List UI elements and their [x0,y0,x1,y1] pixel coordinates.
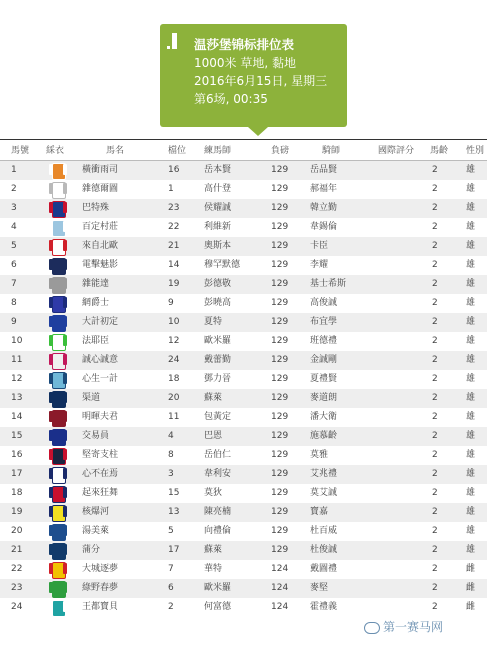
header-weight: 負磅 [271,146,290,156]
sex: 雄 [466,203,476,213]
age: 2 [432,165,438,175]
jockey: 韋錫倫 [310,222,338,232]
table-row [0,389,487,408]
table-row [0,541,487,560]
horse-number: 9 [11,317,17,327]
jockey: 潘大衛 [310,412,338,422]
sex: 雄 [466,469,476,479]
jockey: 李耀 [310,260,329,270]
age: 2 [432,583,438,593]
horse-name: 堅寄支柱 [82,450,119,460]
jockey-silks-icon [49,410,67,425]
horse-number: 8 [11,298,17,308]
table-row [0,484,487,503]
trainer: 彭曉高 [204,298,232,308]
weight: 129 [271,203,289,213]
horse-number: 5 [11,241,17,251]
jockey: 班德禮 [310,336,338,346]
trainer: 包黃定 [204,412,232,422]
draw: 9 [168,298,174,308]
horse-number: 21 [11,545,23,555]
trainer: 陳亮楠 [204,507,232,517]
dot-icon [167,46,170,49]
jockey: 基士希斯 [310,279,347,289]
weight: 129 [271,374,289,384]
header-sex: 性別 [466,146,485,156]
horse-number: 4 [11,222,17,232]
sex: 雄 [466,241,476,251]
horse-name: 巴特殊 [82,203,110,213]
table-header [0,142,487,161]
horse-number: 24 [11,602,23,612]
trainer: 岳伯仁 [204,450,232,460]
weight: 129 [271,298,289,308]
horse-name: 核爆河 [82,507,110,517]
horse-number: 15 [11,431,23,441]
jockey: 莫艾誠 [310,488,338,498]
weight: 129 [271,336,289,346]
jockey: 布宜學 [310,317,338,327]
trainer: 侯耀誠 [204,203,232,213]
trainer: 利維新 [204,222,232,232]
sex: 雄 [466,393,476,403]
jockey: 卡臣 [310,241,329,251]
draw: 23 [168,203,180,213]
trainer: 巴恩 [204,431,223,441]
draw: 10 [168,317,180,327]
flag-icon [172,33,177,49]
jockey: 戴圖禮 [310,564,338,574]
age: 2 [432,526,438,536]
age: 2 [432,184,438,194]
horse-number: 12 [11,374,23,384]
age: 2 [432,545,438,555]
age: 2 [432,374,438,384]
race-distance: 1000米 草地, 黏地 [194,56,296,70]
draw: 21 [168,241,180,251]
age: 2 [432,602,438,612]
horse-number: 2 [11,184,17,194]
weight: 129 [271,469,289,479]
horse-number: 16 [11,450,23,460]
age: 2 [432,241,438,251]
age: 2 [432,260,438,270]
draw: 19 [168,279,180,289]
jockey-silks-icon [49,296,67,311]
table-top-rule [0,139,487,140]
age: 2 [432,450,438,460]
sex: 雄 [466,374,476,384]
draw: 8 [168,450,174,460]
jockey: 金誠剛 [310,355,338,365]
weight: 129 [271,165,289,175]
jockey: 施慕齡 [310,431,338,441]
horse-name: 網爵士 [82,298,110,308]
sex: 雄 [466,222,476,232]
trainer: 向禮倫 [204,526,232,536]
sex: 雄 [466,165,476,175]
trainer: 奧斯本 [204,241,232,251]
jockey: 夏禮賢 [310,374,338,384]
age: 2 [432,355,438,365]
horse-number: 6 [11,260,17,270]
jockey-silks-icon [49,353,67,368]
sex: 雄 [466,298,476,308]
jockey: 莫雅 [310,450,329,460]
sex: 雌 [466,583,476,593]
table-row [0,351,487,370]
age: 2 [432,564,438,574]
trainer: 歐米羅 [204,583,232,593]
weight: 129 [271,355,289,365]
jockey-silks-icon [49,429,67,444]
jockey-silks-icon [49,543,67,558]
age: 2 [432,317,438,327]
header-draw: 檔位 [168,146,187,156]
jockey-silks-icon [49,600,67,615]
horse-name: 起來狂舞 [82,488,119,498]
age: 2 [432,222,438,232]
table-row [0,256,487,275]
horse-number: 11 [11,355,23,365]
jockey: 艾兆禮 [310,469,338,479]
draw: 17 [168,545,180,555]
jockey: 麥堅 [310,583,329,593]
draw: 3 [168,469,174,479]
jockey: 高俊誠 [310,298,338,308]
jockey-silks-icon [49,486,67,501]
horse-name: 雜能達 [82,279,110,289]
jockey-silks-icon [49,334,67,349]
draw: 7 [168,564,174,574]
jockey-silks-icon [49,562,67,577]
weight: 129 [271,507,289,517]
horse-name: 大城逐夢 [82,564,119,574]
weight: 129 [271,260,289,270]
header-horse-name: 馬名 [106,146,125,156]
horse-number: 13 [11,393,23,403]
trainer: 夏特 [204,317,223,327]
horse-number: 18 [11,488,23,498]
horse-name: 誠心誠意 [82,355,119,365]
sex: 雄 [466,526,476,536]
weight: 129 [271,393,289,403]
draw: 6 [168,583,174,593]
jockey-silks-icon [49,524,67,539]
weight: 129 [271,184,289,194]
horse-number: 7 [11,279,17,289]
draw: 22 [168,222,180,232]
weight: 124 [271,564,289,574]
jockey-silks-icon [49,201,67,216]
trainer: 歐米羅 [204,336,232,346]
horse-number: 20 [11,526,23,536]
jockey: 杜俊誠 [310,545,338,555]
weight: 129 [271,279,289,289]
jockey-silks-icon [49,581,67,596]
sex: 雄 [466,431,476,441]
horse-number: 10 [11,336,23,346]
draw: 15 [168,488,180,498]
watermark-text: 第一赛马网 [383,620,444,634]
draw: 20 [168,393,180,403]
watermark [364,618,443,635]
jockey-silks-icon [49,239,67,254]
table-row [0,294,487,313]
trainer: 高什登 [204,184,232,194]
header-horse-no: 馬號 [11,146,30,156]
horse-number: 3 [11,203,17,213]
trainer: 何富德 [204,602,232,612]
horse-number: 22 [11,564,23,574]
horse-name: 明暉夫君 [82,412,119,422]
table-row [0,446,487,465]
jockey-silks-icon [49,505,67,520]
header-silks: 綵衣 [46,146,65,156]
horse-number: 1 [11,165,17,175]
horse-name: 王都寶貝 [82,602,119,612]
trainer: 彭德敬 [204,279,232,289]
table-row [0,598,487,617]
sex: 雄 [466,507,476,517]
horse-number: 23 [11,583,23,593]
table-row [0,332,487,351]
table-row [0,408,487,427]
weight: 129 [271,241,289,251]
age: 2 [432,393,438,403]
draw: 16 [168,165,180,175]
age: 2 [432,298,438,308]
horse-number: 14 [11,412,23,422]
weight: 124 [271,602,289,612]
horse-name: 心不在焉 [82,469,119,479]
header-trainer: 練馬師 [204,146,232,156]
jockey: 郝福年 [310,184,338,194]
horse-name: 法耶臣 [82,336,110,346]
sex: 雄 [466,317,476,327]
weight: 129 [271,317,289,327]
jockey-silks-icon [49,391,67,406]
table-row [0,522,487,541]
header-jockey: 騎師 [322,146,341,156]
trainer: 莫狄 [204,488,223,498]
jockey-silks-icon [49,258,67,273]
weight: 129 [271,526,289,536]
weight: 129 [271,545,289,555]
draw: 24 [168,355,180,365]
jockey: 麥道朗 [310,393,338,403]
horse-name: 心生一計 [82,374,119,384]
weight: 129 [271,431,289,441]
table-row [0,427,487,446]
horse-name: 蒲分 [82,545,101,555]
table-row [0,237,487,256]
horse-name: 渠道 [82,393,101,403]
jockey: 岳品賢 [310,165,338,175]
draw: 1 [168,184,174,194]
horse-name: 來自北歐 [82,241,119,251]
horse-name: 電擊魅影 [82,260,119,270]
draw: 14 [168,260,180,270]
jockey-silks-icon [49,220,67,235]
age: 2 [432,412,438,422]
draw: 5 [168,526,174,536]
race-title: 温莎堡锦标排位表 [194,37,295,52]
trainer: 穆罕默德 [204,260,241,270]
horse-number: 17 [11,469,23,479]
trainer: 韋利安 [204,469,232,479]
sex: 雄 [466,488,476,498]
age: 2 [432,336,438,346]
jockey: 寶嘉 [310,507,329,517]
table-row [0,180,487,199]
sex: 雄 [466,355,476,365]
draw: 4 [168,431,174,441]
sex: 雌 [466,602,476,612]
table-row [0,560,487,579]
table-row [0,218,487,237]
jockey-silks-icon [49,182,67,197]
header-rating: 國際評分 [378,146,415,156]
sex: 雄 [466,412,476,422]
jockey-silks-icon [49,315,67,330]
race-date: 2016年6月15日, 星期三 [194,74,328,88]
horse-name: 橫衝雨司 [82,165,119,175]
weight: 129 [271,488,289,498]
table-row [0,199,487,218]
jockey: 杜百威 [310,526,338,536]
weight: 124 [271,583,289,593]
weight: 129 [271,222,289,232]
horse-name: 百定村莊 [82,222,119,232]
sex: 雄 [466,545,476,555]
age: 2 [432,203,438,213]
jockey-silks-icon [49,448,67,463]
age: 2 [432,469,438,479]
horse-name: 綠野春夢 [82,583,119,593]
horse-name: 大計初定 [82,317,119,327]
header-age: 馬齡 [430,146,449,156]
sex: 雄 [466,260,476,270]
trainer: 蘇萊 [204,393,223,403]
trainer: 華特 [204,564,223,574]
trainer: 戴蕾勤 [204,355,232,365]
sex: 雄 [466,279,476,289]
age: 2 [432,507,438,517]
jockey: 韓立勤 [310,203,338,213]
trainer: 蘇萊 [204,545,223,555]
jockey-silks-icon [49,467,67,482]
table-row [0,465,487,484]
draw: 11 [168,412,180,422]
draw: 13 [168,507,180,517]
race-number-time: 第6场, 00:35 [194,92,268,106]
jockey-silks-icon [49,163,67,178]
table-row [0,503,487,522]
draw: 12 [168,336,180,346]
draw: 18 [168,374,180,384]
race-info-callout [160,24,347,127]
sex: 雌 [466,564,476,574]
jockey-silks-icon [49,372,67,387]
jockey: 霍禮義 [310,602,338,612]
sex: 雄 [466,184,476,194]
age: 2 [432,488,438,498]
weight: 129 [271,450,289,460]
sex: 雄 [466,450,476,460]
age: 2 [432,279,438,289]
horse-number: 19 [11,507,23,517]
age: 2 [432,431,438,441]
table-row [0,275,487,294]
draw: 2 [168,602,174,612]
horse-name: 湯美萊 [82,526,110,536]
wechat-icon [364,622,380,634]
trainer: 鄧力晉 [204,374,232,384]
weight: 129 [271,412,289,422]
jockey-silks-icon [49,277,67,292]
trainer: 岳本賢 [204,165,232,175]
table-row [0,370,487,389]
horse-name: 交易員 [82,431,110,441]
sex: 雄 [466,336,476,346]
table-row [0,579,487,598]
table-row [0,161,487,180]
horse-name: 雜德爾圖 [82,184,119,194]
table-row [0,313,487,332]
